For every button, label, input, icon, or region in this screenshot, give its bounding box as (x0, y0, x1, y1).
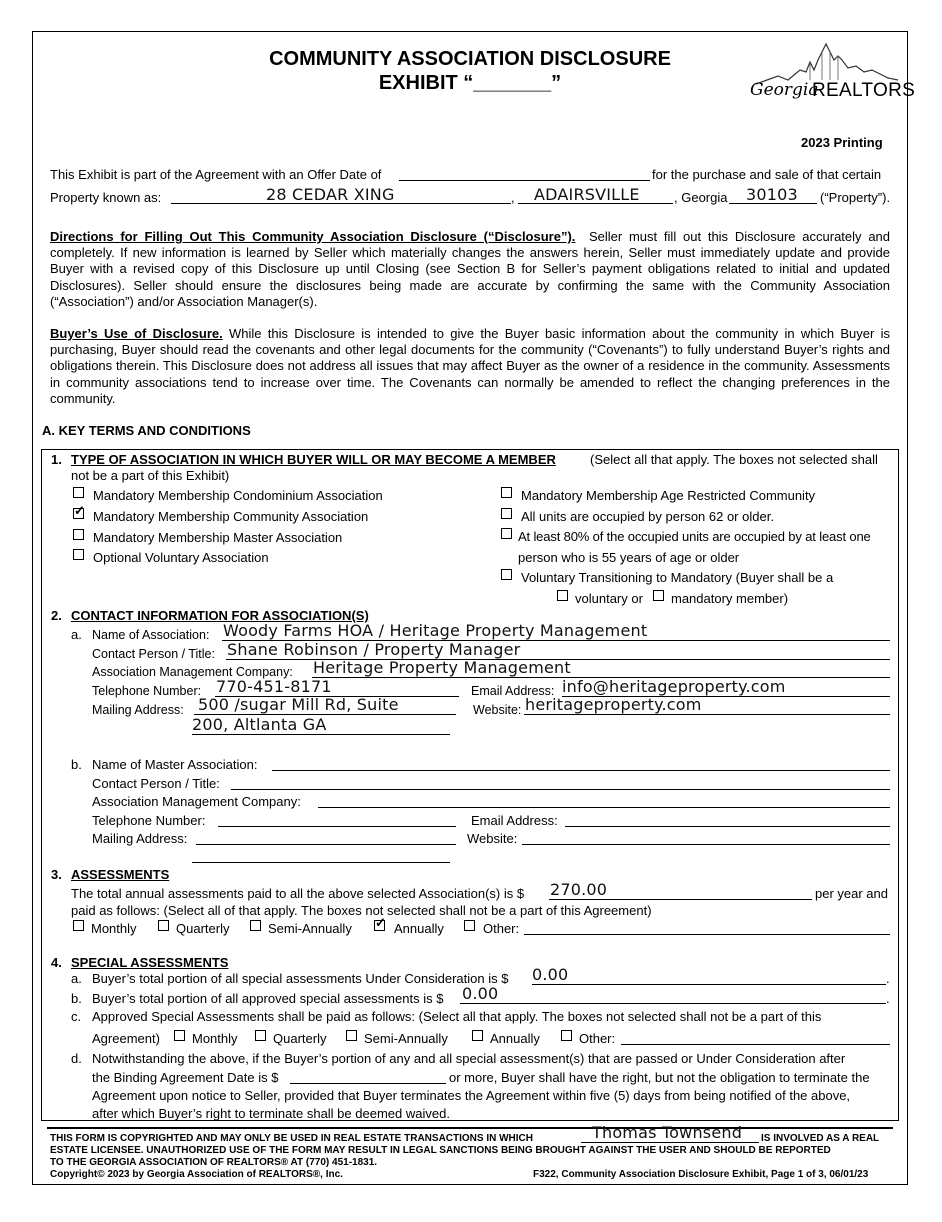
skyline-icon (748, 40, 900, 116)
city-value[interactable]: ADAIRSVILLE (534, 185, 640, 204)
checkbox-optional-voluntary[interactable] (73, 549, 84, 560)
website-label: Website: (473, 703, 522, 717)
master-website-field[interactable] (522, 844, 890, 845)
zip-value[interactable]: 30103 (746, 185, 798, 204)
item3-title: ASSESSMENTS (71, 867, 170, 882)
assessment-amount-value[interactable]: 270.00 (550, 880, 608, 899)
termination-line2b: or more, Buyer shall have the right, but not the obligation to terminate the (449, 1070, 870, 1085)
option-age-restricted: Mandatory Membership Age Restricted Community (521, 488, 816, 503)
checkbox-community-association[interactable] (73, 508, 84, 519)
per-year-label: per year and (815, 886, 888, 901)
logo-realtors-text: REALTORS (812, 80, 916, 101)
checkbox-age-restricted[interactable] (501, 487, 512, 498)
checkbox-voluntary[interactable] (557, 590, 568, 601)
sa-option-quarterly: Quarterly (273, 1031, 327, 1046)
sa-option-monthly: Monthly (192, 1031, 238, 1046)
agent-name-line (581, 1142, 759, 1143)
checkbox-other[interactable] (464, 920, 475, 931)
checkbox-sa-semi-annually[interactable] (346, 1030, 357, 1041)
checkbox-condominium[interactable] (73, 487, 84, 498)
option-semi-annually: Semi-Annually (268, 921, 352, 936)
checkbox-mandatory[interactable] (653, 590, 664, 601)
checkbox-62-or-older[interactable] (501, 508, 512, 519)
master-email-field[interactable] (565, 826, 890, 827)
email-label: Email Address: (471, 684, 555, 698)
approved-assessments-text: Buyer’s total portion of all approved special assessments is $ (92, 991, 444, 1006)
master-contact-label: Contact Person / Title: (92, 776, 220, 791)
master-telephone-label: Telephone Number: (92, 813, 206, 828)
mailing-address-value-1[interactable]: 500 /sugar Mill Rd, Suite (198, 695, 399, 714)
mailing-address-label: Mailing Address: (92, 703, 184, 717)
termination-line2a: the Binding Agreement Date is $ (92, 1070, 279, 1085)
management-company-label: Association Management Company: (92, 665, 293, 679)
master-contact-field[interactable] (231, 789, 890, 790)
property-label: Property known as: (50, 190, 162, 205)
master-company-label: Association Management Company: (92, 794, 301, 809)
assessments-line1: The total annual assessments paid to all the above selected Association(s) is $ (71, 886, 525, 901)
buyers-use-body: While this Disclosure is intended to give the Buyer basic information about the community in which Buyer is purchasing, Buyer should read the covenants and other legal documents for the community (“Covenants”) to fully understand Buyer’s rights and obligations therein. This Disclosure does not address all issues that may affect Buyer as the owner of a residence in the community. Assessments in community associations tend to increase over time. The Covenants can normally be amended to reflect the changing preferences in the community. (50, 326, 890, 406)
sa-option-annually: Annually (490, 1031, 540, 1046)
master-company-field[interactable] (318, 807, 890, 808)
under-consideration-line (532, 984, 886, 985)
agent-name-value[interactable]: Thomas Townsend (592, 1123, 743, 1142)
contact-person-value[interactable]: Shane Robinson / Property Manager (227, 640, 521, 659)
approved-paid-text: Approved Special Assessments shall be paid as follows: (Select all that apply. The boxes not selected shall not be a part of this (92, 1009, 822, 1024)
website-line (524, 714, 890, 715)
footer-line3: TO THE GEORGIA ASSOCIATION OF REALTORS® AT (770) 451-1831. (50, 1157, 378, 1168)
master-telephone-field[interactable] (218, 826, 456, 827)
directions-body: Seller must fill out this Disclosure accurately and completely. If new information is learned by Seller which materially changes the answers herein, Seller must immediately update and provide Buyer with a revised copy of this Disclosure up until Closing (see Section B for Seller’s payment obligations related to initial and updated Disclosures). Seller should ensure the disclosures being made are accurate by confirming the same with the Community Association (“Association”) and/or Association Manager(s). (50, 229, 891, 309)
form-title: COMMUNITY ASSOCIATION DISCLOSURE (269, 48, 671, 70)
item1-note-b: not be a part of this Exhibit) (71, 468, 230, 483)
master-website-label: Website: (467, 831, 518, 846)
termination-threshold-field[interactable] (290, 1083, 446, 1084)
checkbox-monthly[interactable] (73, 920, 84, 931)
telephone-value[interactable]: 770-451-8171 (216, 677, 332, 696)
checkbox-sa-monthly[interactable] (174, 1030, 185, 1041)
logo-georgia-text: Georgia (750, 80, 819, 100)
directions-paragraph (50, 229, 890, 310)
address-value[interactable]: 28 CEDAR XING (266, 185, 395, 204)
master-email-label: Email Address: (471, 813, 558, 828)
item4c-letter: c. (71, 1009, 82, 1024)
option-optional-voluntary: Optional Voluntary Association (93, 550, 269, 565)
sa-other-field[interactable] (621, 1044, 890, 1045)
item1-note-a: (Select all that apply. The boxes not selected shall (590, 452, 878, 467)
approved-paid-text-2: Agreement) (92, 1031, 160, 1046)
mailing-address-value-2[interactable]: 200, Altlanta GA (192, 715, 327, 734)
mailing-address-line2 (192, 734, 450, 735)
offer-date-field[interactable] (399, 180, 650, 181)
option-voluntary-transitioning: Voluntary Transitioning to Mandatory (Buyer shall be a (521, 570, 834, 585)
period-a: . (886, 971, 890, 986)
option-monthly: Monthly (91, 921, 137, 936)
comma: , (511, 190, 515, 205)
sa-option-other: Other: (579, 1031, 616, 1046)
checkbox-sa-quarterly[interactable] (255, 1030, 266, 1041)
approved-assessments-value[interactable]: 0.00 (462, 984, 499, 1003)
master-mailing-field-2[interactable] (192, 862, 450, 863)
section-a-heading: A. KEY TERMS AND CONDITIONS (42, 423, 251, 438)
under-consideration-value[interactable]: 0.00 (532, 965, 569, 984)
master-association-field[interactable] (272, 770, 890, 771)
association-name-label: Name of Association: (92, 628, 210, 642)
approved-assessments-line (460, 1003, 886, 1004)
assessments-line2: paid as follows: (Select all of that apply. The boxes not selected shall not be a part of this Agreement) (71, 903, 652, 918)
under-consideration-text: Buyer’s total portion of all special assessments Under Consideration is $ (92, 971, 509, 986)
checkbox-quarterly[interactable] (158, 920, 169, 931)
item1-title: TYPE OF ASSOCIATION IN WHICH BUYER WILL OR MAY BECOME A MEMBER (71, 452, 556, 467)
buyers-use-title: Buyer’s Use of Disclosure. (50, 326, 223, 341)
exhibit-label: EXHIBIT “_______” (378, 72, 562, 94)
checkbox-sa-other[interactable] (561, 1030, 572, 1041)
item2b-letter: b. (71, 757, 82, 772)
directions-title: Directions for Filling Out This Community Association Disclosure (“Disclosure”). (50, 229, 576, 244)
footer-line1-a: THIS FORM IS COPYRIGHTED AND MAY ONLY BE USED IN REAL ESTATE TRANSACTIONS IN WHICH (50, 1133, 534, 1144)
item1-number: 1. (51, 452, 62, 467)
website-value[interactable]: heritageproperty.com (525, 695, 702, 714)
management-company-value[interactable]: Heritage Property Management (313, 658, 571, 677)
intro-line1-a: This Exhibit is part of the Agreement with an Offer Date of (50, 167, 382, 182)
assessment-amount-line (549, 899, 812, 900)
state-label: , Georgia (674, 190, 728, 205)
mandatory-label: mandatory member) (671, 591, 789, 606)
master-mailing-label: Mailing Address: (92, 831, 188, 846)
option-other: Other: (483, 921, 520, 936)
option-quarterly: Quarterly (176, 921, 230, 936)
termination-line4: after which Buyer’s right to terminate shall be deemed waived. (92, 1106, 450, 1121)
other-field[interactable] (524, 934, 890, 935)
telephone-label: Telephone Number: (92, 684, 202, 698)
option-80-percent-55: At least 80% of the occupied units are occupied by at least one (518, 529, 871, 544)
copyright: Copyright© 2023 by Georgia Association of REALTORS®, Inc. (50, 1169, 343, 1180)
option-62-or-older: All units are occupied by person 62 or older. (521, 509, 774, 524)
voluntary-label: voluntary or (575, 591, 643, 606)
printing-year: 2023 Printing (801, 135, 883, 150)
checkbox-voluntary-transitioning[interactable] (501, 569, 512, 580)
termination-line3: Agreement upon notice to Seller, provided that Buyer terminates the Agreement within five (5) days from being notified of the above, (92, 1088, 851, 1103)
item2a-letter: a. (71, 627, 82, 642)
item4a-letter: a. (71, 971, 82, 986)
item4-number: 4. (51, 955, 62, 970)
georgia-realtors-logo (748, 40, 916, 116)
footer-line2: ESTATE LICENSEE. UNAUTHORIZED USE OF THE FORM MAY RESULT IN LEGAL SANCTIONS BEING BROUGHT AGAINST THE USER AND SHOULD BE REPORTED (50, 1145, 831, 1156)
item4b-letter: b. (71, 991, 82, 1006)
item2-number: 2. (51, 608, 62, 623)
checkbox-80-percent-55[interactable] (501, 528, 512, 539)
contact-person-label: Contact Person / Title: (92, 647, 215, 661)
checkbox-sa-annually[interactable] (472, 1030, 483, 1041)
option-annually: Annually (394, 921, 444, 936)
master-mailing-field-1[interactable] (196, 844, 456, 845)
sa-option-semi-annually: Semi-Annually (364, 1031, 448, 1046)
item4d-letter: d. (71, 1051, 82, 1066)
item3-number: 3. (51, 867, 62, 882)
form-id: F322, Community Association Disclosure Exhibit, Page 1 of 3, 06/01/23 (533, 1169, 869, 1180)
option-community-association: Mandatory Membership Community Association (93, 509, 369, 524)
intro-line1-b: for the purchase and sale of that certain (652, 167, 882, 182)
option-80-percent-55-cont: person who is 55 years of age or older (518, 550, 740, 565)
checkbox-annually[interactable] (374, 920, 385, 931)
checkbox-master-association[interactable] (73, 529, 84, 540)
footer-rule (47, 1127, 893, 1129)
option-master-association: Mandatory Membership Master Association (93, 530, 343, 545)
property-suffix: (“Property”). (820, 190, 891, 205)
termination-line1: Notwithstanding the above, if the Buyer’s portion of any and all special assessment(s) that are passed or Under Consideration after (92, 1051, 846, 1066)
master-association-label: Name of Master Association: (92, 757, 258, 772)
checkbox-semi-annually[interactable] (250, 920, 261, 931)
email-value[interactable]: info@heritageproperty.com (562, 677, 786, 696)
period-b: . (886, 991, 890, 1006)
buyers-use-paragraph (50, 326, 890, 407)
item2-title: CONTACT INFORMATION FOR ASSOCIATION(S) (71, 608, 369, 623)
association-name-value[interactable]: Woody Farms HOA / Heritage Property Management (223, 621, 648, 640)
footer-line1-b: IS INVOLVED AS A REAL (761, 1133, 880, 1144)
item4-title: SPECIAL ASSESSMENTS (71, 955, 229, 970)
option-condominium: Mandatory Membership Condominium Association (93, 488, 383, 503)
